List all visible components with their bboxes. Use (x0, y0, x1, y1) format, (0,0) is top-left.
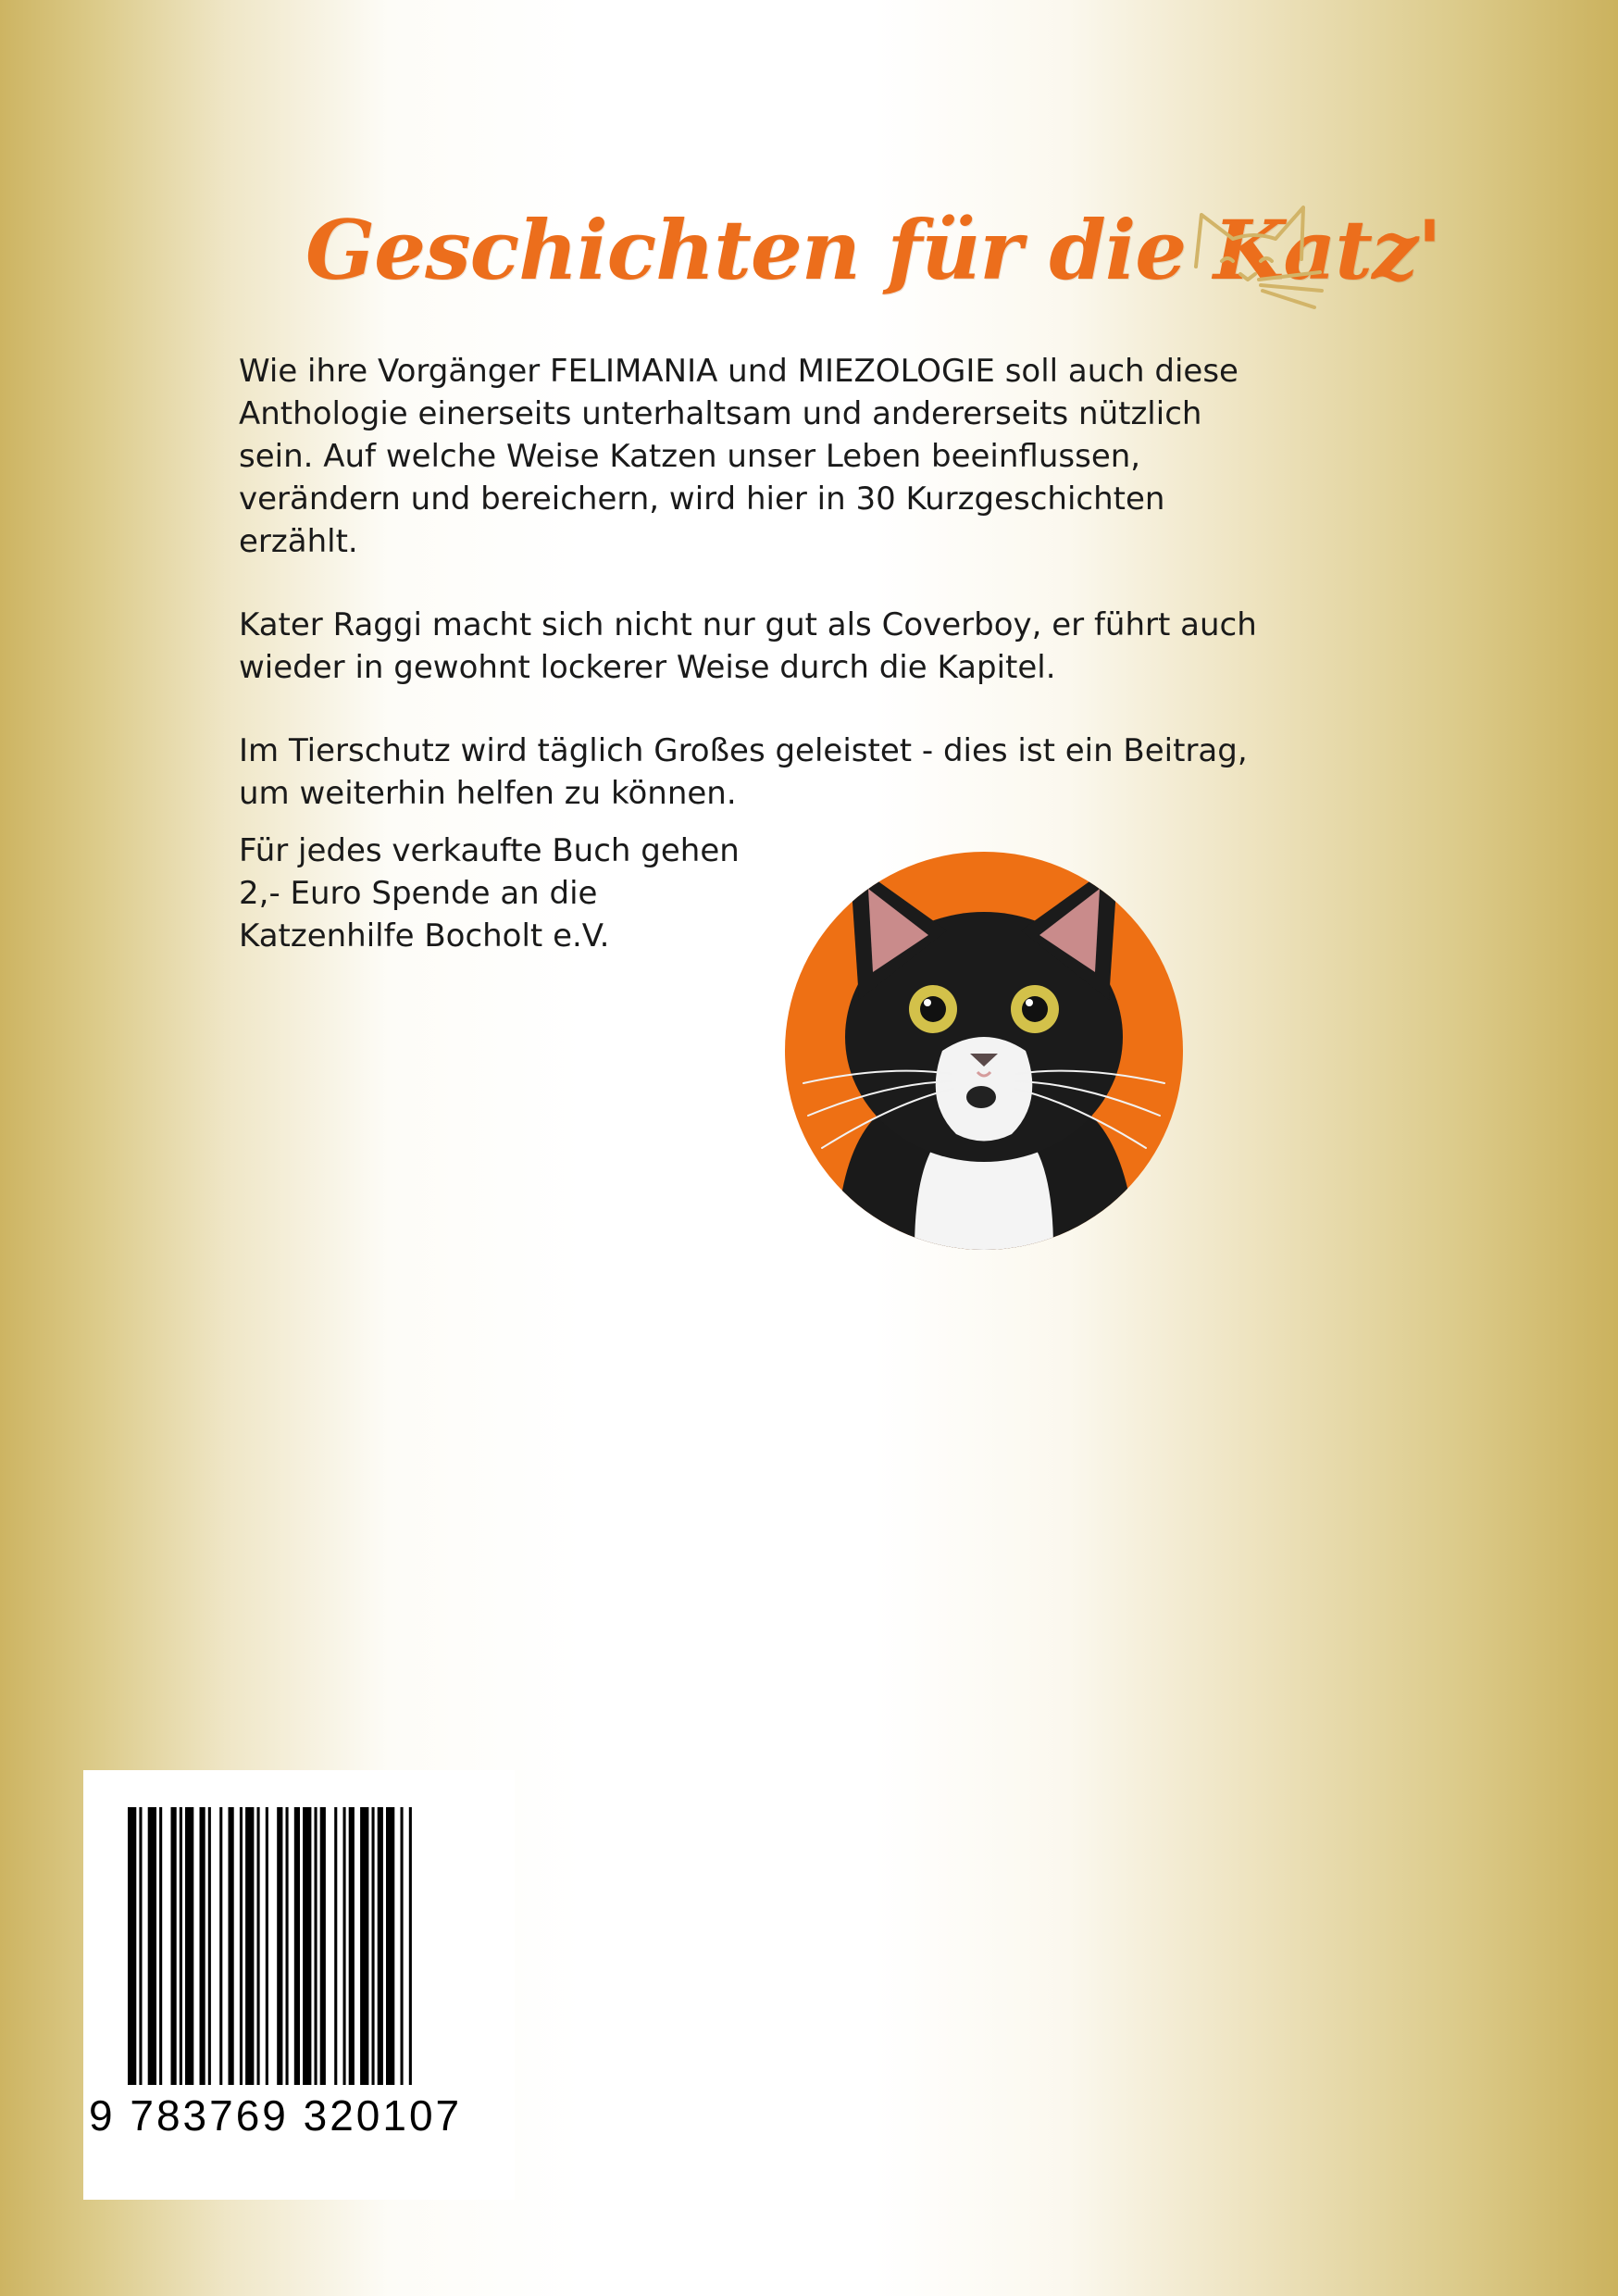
barcode-bar (208, 1807, 211, 2085)
cover-title: Geschichten für die Katz' (305, 202, 1441, 298)
barcode-bar (266, 1807, 268, 2085)
barcode-bar (286, 1807, 289, 2085)
barcode-bar (128, 1807, 136, 2085)
isbn-barcode (83, 1770, 515, 2200)
barcode-bar (372, 1807, 375, 2085)
barcode-bar (349, 1807, 355, 2085)
barcode-bar (409, 1807, 412, 2085)
barcode-bar (386, 1807, 394, 2085)
barcode-bar (180, 1807, 182, 2085)
barcode-bar (378, 1807, 383, 2085)
blurb-paragraph: Wie ihre Vorgänger FELIMANIA und MIEZOLOGIE soll auch diese Anthologie einerseits unterhaltsam und andererseits nützlich sein. Auf welche Weise Katzen unser Leben beeinflussen, verändern und bereichern, wird hier in 30 Kurzgeschichten erzählt. (239, 353, 1238, 560)
barcode-bar (334, 1807, 337, 2085)
barcode-bar (159, 1807, 162, 2085)
barcode-bar (315, 1807, 317, 2085)
barcode-bar (294, 1807, 300, 2085)
barcode-bar (139, 1807, 142, 2085)
barcode-bar (320, 1807, 326, 2085)
tuxedo-cat-photo (785, 852, 1183, 1250)
blurb-paragraph: Kater Raggi macht sich nicht nur gut als Coverboy, er führt auch wieder in gewohnt lockerer Weise durch die Kapitel. (239, 606, 1257, 686)
barcode-bar (257, 1807, 260, 2085)
cat-illustration (785, 852, 1183, 1250)
cat-outline-icon (1185, 194, 1324, 315)
barcode-bar (229, 1807, 234, 2085)
donation-note: Für jedes verkaufte Buch gehen 2,- Euro Spende an die Katzenhilfe Bocholt e.V. (239, 832, 740, 955)
barcode-bar (277, 1807, 282, 2085)
barcode-bar (343, 1807, 346, 2085)
barcode-bar (360, 1807, 368, 2085)
barcode-bar (401, 1807, 404, 2085)
cover-header (305, 176, 1441, 333)
barcode-bar (245, 1807, 254, 2085)
barcode-bar (185, 1807, 193, 2085)
barcode-bar (303, 1807, 311, 2085)
barcode-bar (200, 1807, 205, 2085)
barcode-bar (171, 1807, 177, 2085)
barcode-bar (148, 1807, 156, 2085)
barcode-bar (219, 1807, 222, 2085)
barcode-bar (240, 1807, 243, 2085)
isbn-number: 9 783769 320107 (89, 2091, 463, 2140)
barcode-icon (128, 1807, 479, 2085)
blurb-paragraph: Im Tierschutz wird täglich Großes geleistet - dies ist ein Beitrag, um weiterhin helfen zu können. (239, 732, 1248, 812)
blurb-text (239, 350, 1387, 855)
